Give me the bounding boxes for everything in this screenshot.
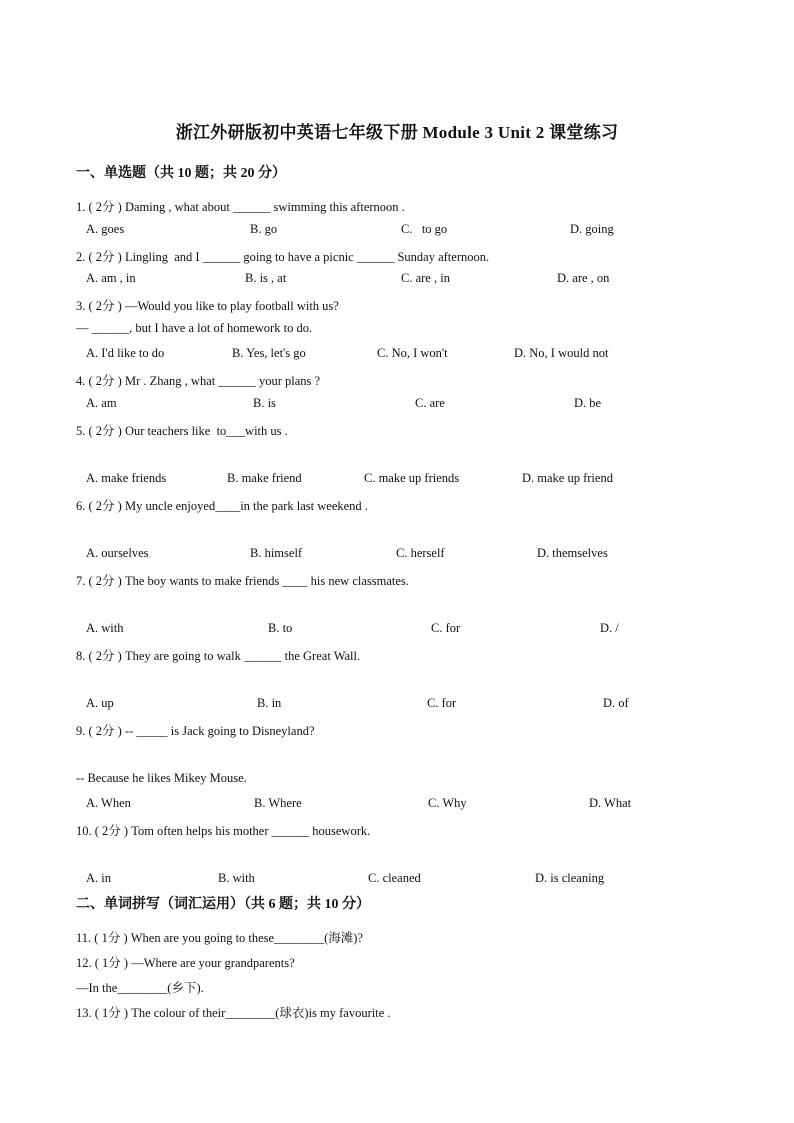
option-3c: C. No, I won't: [377, 346, 448, 360]
option-9a: A. When: [86, 796, 131, 810]
option-6d: D. themselves: [537, 546, 608, 560]
option-10a: A. in: [86, 871, 111, 885]
option-7a: A. with: [86, 621, 124, 635]
option-5c: C. make up friends: [364, 471, 460, 485]
question-4: 4. ( 2分 ) Mr . Zhang , what ______ your plans ?: [76, 374, 321, 388]
question-13: 13. ( 1分 ) The colour of their________(球衣)is my favourite .: [76, 1006, 391, 1020]
option-8a: A. up: [86, 696, 114, 710]
option-9c: C. Why: [428, 796, 467, 810]
option-1a: A. goes: [86, 222, 125, 236]
option-5b: B. make friend: [227, 471, 302, 485]
option-3b: B. Yes, let's go: [232, 346, 306, 360]
question-3: 3. ( 2分 ) —Would you like to play football with us?: [76, 299, 339, 313]
option-2a: A. am , in: [86, 271, 136, 285]
question-12: 12. ( 1分 ) —Where are your grandparents?: [76, 956, 295, 970]
option-3d: D. No, I would not: [514, 346, 609, 360]
question-5: 5. ( 2分 ) Our teachers like to___with us .: [76, 424, 288, 438]
question-3-response: — ______, but I have a lot of homework to do.: [76, 321, 313, 335]
option-3a: A. I'd like to do: [86, 346, 165, 360]
question-1: 1. ( 2分 ) Daming , what about ______ swimming this afternoon .: [76, 200, 405, 214]
option-4b: B. is: [253, 396, 276, 410]
option-4d: D. be: [574, 396, 602, 410]
section-heading-spelling: 二、单词拼写（词汇运用）（共 6 题；共 10 分）: [76, 897, 370, 912]
question-6: 6. ( 2分 ) My uncle enjoyed____in the park last weekend .: [76, 499, 368, 513]
option-4a: A. am: [86, 396, 117, 410]
option-1b: B. go: [250, 222, 278, 236]
question-12-response: —In the________(乡下).: [76, 981, 204, 995]
option-2d: D. are , on: [557, 271, 610, 285]
option-7d: D. /: [600, 621, 619, 635]
option-8c: C. for: [427, 696, 457, 710]
option-10b: B. with: [218, 871, 255, 885]
question-11: 11. ( 1分 ) When are you going to these________(海滩)?: [76, 931, 363, 945]
option-2b: B. is , at: [245, 271, 287, 285]
option-2c: C. are , in: [401, 271, 450, 285]
option-8d: D. of: [603, 696, 629, 710]
option-6a: A. ourselves: [86, 546, 149, 560]
option-7b: B. to: [268, 621, 293, 635]
option-5d: D. make up friend: [522, 471, 613, 485]
option-5a: A. make friends: [86, 471, 167, 485]
option-6b: B. himself: [250, 546, 303, 560]
question-10: 10. ( 2分 ) Tom often helps his mother ______ housework.: [76, 824, 371, 838]
option-4c: C. are: [415, 396, 445, 410]
question-9-response: -- Because he likes Mikey Mouse.: [76, 771, 247, 785]
question-2: 2. ( 2分 ) Lingling and I ______ going to have a picnic ______ Sunday afternoon.: [76, 250, 490, 264]
option-8b: B. in: [257, 696, 282, 710]
question-7: 7. ( 2分 ) The boy wants to make friends ____ his new classmates.: [76, 574, 409, 588]
option-7c: C. for: [431, 621, 461, 635]
question-8: 8. ( 2分 ) They are going to walk ______ the Great Wall.: [76, 649, 361, 663]
section-heading-single-choice: 一、单选题（共 10 题；共 20 分）: [76, 166, 286, 181]
option-10d: D. is cleaning: [535, 871, 605, 885]
option-9d: D. What: [589, 796, 632, 810]
option-6c: C. herself: [396, 546, 445, 560]
question-9: 9. ( 2分 ) -- _____ is Jack going to Disneyland?: [76, 724, 315, 738]
option-1c: C. to go: [401, 222, 448, 236]
option-9b: B. Where: [254, 796, 302, 810]
option-1d: D. going: [570, 222, 614, 236]
page-title: 浙江外研版初中英语七年级下册 Module 3 Unit 2 课堂练习: [175, 123, 619, 142]
option-10c: C. cleaned: [368, 871, 421, 885]
